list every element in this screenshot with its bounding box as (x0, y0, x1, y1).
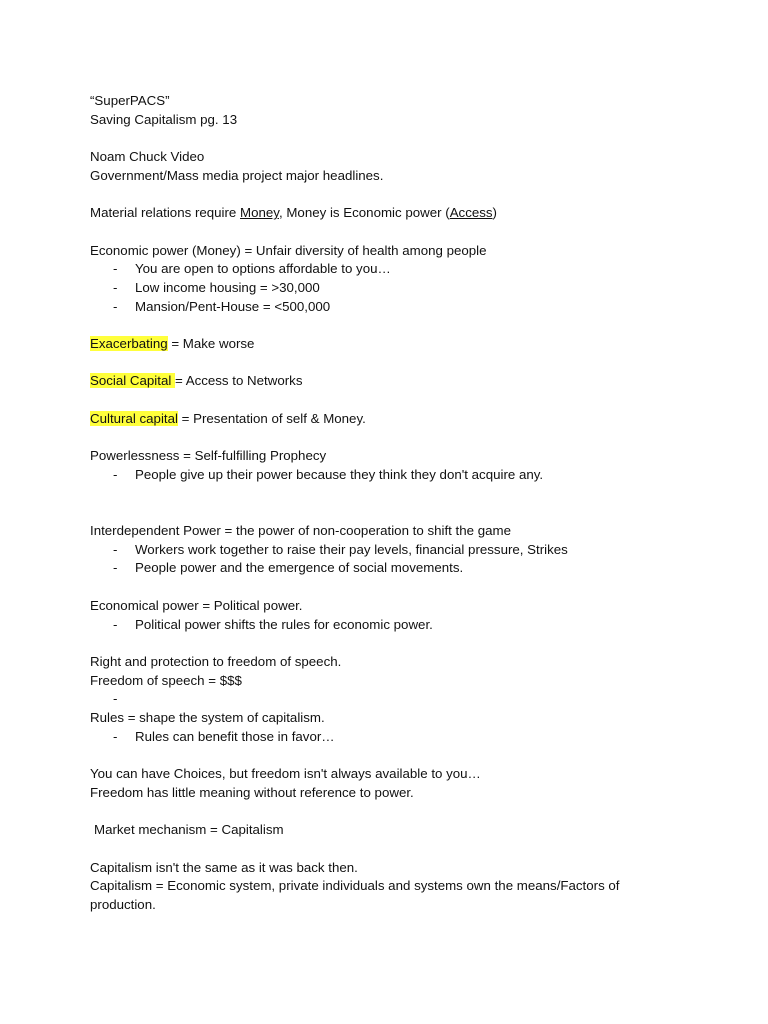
highlighted-term: Exacerbating (90, 336, 168, 352)
list-item-text: You are open to options affordable to you… (135, 261, 391, 277)
list-item-text: Political power shifts the rules for economic power. (135, 616, 433, 632)
list-item (90, 728, 690, 747)
list-item (90, 279, 690, 298)
social-capital-line (90, 372, 690, 391)
bullet-dash: - (113, 728, 118, 744)
spacer (90, 840, 690, 859)
economical-power-line: Economical power = Political power. (90, 597, 303, 613)
list-item (90, 298, 690, 317)
freedom-speech-money-line: Freedom of speech = $$$ (90, 672, 242, 688)
bullet-dash: - (113, 279, 118, 295)
powerlessness-line: Powerlessness = Self-fulfilling Prophecy (90, 448, 327, 464)
list-item-text: Workers work together to raise their pay levels, financial pressure, Strikes (135, 541, 568, 557)
material-mid: , Money is Economic power ( (278, 205, 450, 221)
spacer (90, 803, 690, 822)
document-page (90, 92, 690, 915)
rules-line: Rules = shape the system of capitalism. (90, 710, 325, 726)
bullet-dash: - (113, 691, 118, 707)
freedom-meaning-line: Freedom has little meaning without reference to power. (90, 784, 414, 800)
bullet-dash: - (113, 298, 118, 314)
bullet-dash: - (113, 616, 118, 632)
highlighted-term: Social Capital (90, 373, 175, 389)
term-definition: = Make worse (167, 336, 255, 352)
term-definition: = Access to Networks (175, 373, 303, 389)
highlighted-term: Cultural capital (90, 410, 178, 426)
cultural-capital-line (90, 410, 690, 429)
doc-title: “SuperPACS” (90, 93, 170, 108)
material-post: ) (492, 205, 497, 221)
bullet-dash: - (113, 541, 118, 557)
list-item (90, 616, 690, 635)
video-title: Noam Chuck Video (90, 149, 205, 165)
economic-power-line: Economic power (Money) = Unfair diversity of health among people (90, 242, 487, 258)
money-underlined: Money (240, 205, 279, 221)
list-item-text: Rules can benefit those in favor… (135, 728, 335, 744)
freedom-speech-line: Right and protection to freedom of speech. (90, 653, 342, 669)
bullet-dash: - (113, 466, 118, 482)
market-mechanism-line: Market mechanism = Capitalism (94, 822, 284, 838)
bullet-dash: - (113, 560, 118, 576)
spacer (90, 503, 690, 522)
list-item (90, 559, 690, 578)
list-item (90, 690, 690, 709)
exacerbating-line (90, 335, 690, 354)
material-relations-line (90, 204, 690, 223)
spacer (90, 316, 690, 335)
spacer (90, 223, 690, 242)
spacer (90, 129, 690, 148)
list-item-text: Low income housing = >30,000 (135, 279, 320, 295)
doc-subtitle: Saving Capitalism pg. 13 (90, 111, 238, 127)
list-item-text: Mansion/Pent-House = <500,000 (135, 298, 331, 314)
spacer (90, 391, 690, 410)
access-underlined: Access (449, 205, 493, 221)
spacer (90, 578, 690, 597)
list-item-text: People give up their power because they think they don't acquire any. (135, 466, 544, 482)
capitalism-definition-line: Capitalism = Economic system, private individuals and systems own the means/Factors of production. (90, 878, 620, 912)
list-item-text: People power and the emergence of social movements. (135, 560, 464, 576)
spacer (90, 186, 690, 205)
list-item (90, 466, 690, 485)
capitalism-then-line: Capitalism isn't the same as it was back then. (90, 859, 358, 875)
term-definition: = Presentation of self & Money. (177, 410, 366, 426)
bullet-dash: - (113, 261, 118, 277)
list-item (90, 541, 690, 560)
spacer (90, 485, 690, 504)
spacer (90, 746, 690, 765)
interdependent-power-line: Interdependent Power = the power of non-cooperation to shift the game (90, 523, 511, 539)
spacer (90, 429, 690, 448)
video-note: Government/Mass media project major headlines. (90, 167, 384, 183)
list-item (90, 260, 690, 279)
material-pre: Material relations require (90, 205, 241, 221)
choices-line: You can have Choices, but freedom isn't always available to you… (90, 766, 481, 782)
spacer (90, 354, 690, 373)
spacer (90, 634, 690, 653)
